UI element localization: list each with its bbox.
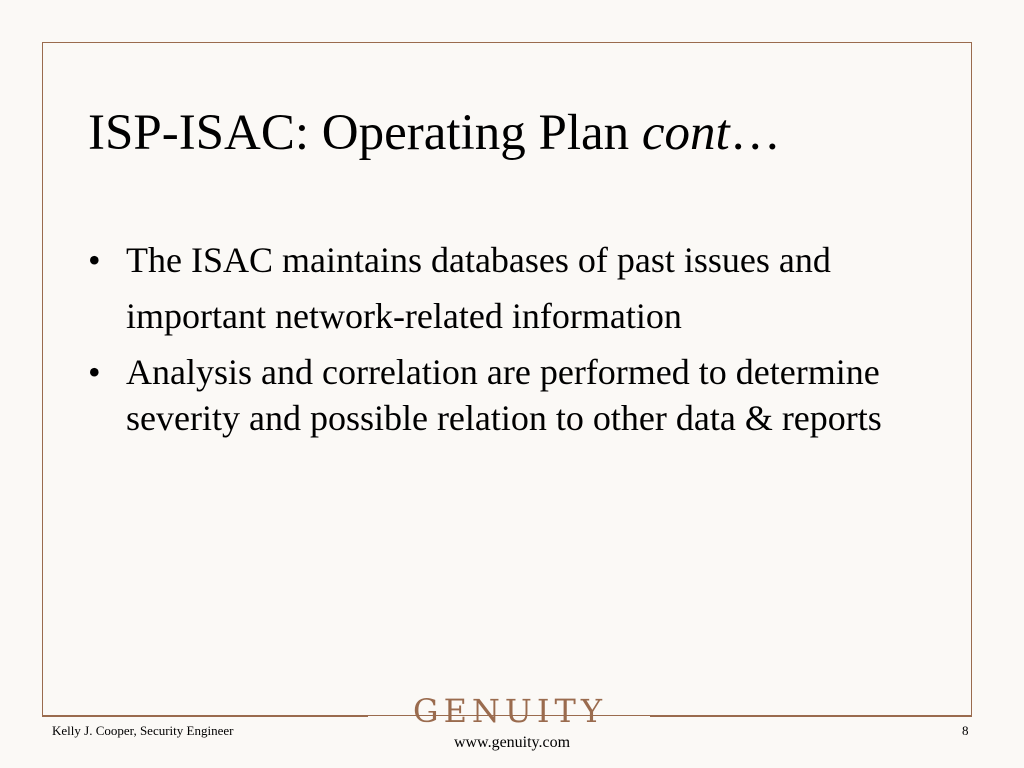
- bullet-text: The ISAC maintains databases of past issues and important network-related information: [126, 240, 831, 336]
- bullet-list: [88, 232, 928, 446]
- title-main: ISP-ISAC: Operating Plan: [88, 105, 642, 161]
- bullet-icon: •: [88, 352, 101, 392]
- genuity-logo: [390, 690, 630, 730]
- footer-divider-left: [42, 716, 368, 717]
- slide-title: [88, 103, 781, 163]
- footer-url: www.genuity.com: [453, 734, 571, 751]
- bullet-icon: •: [88, 240, 101, 280]
- bullet-item: [88, 349, 928, 441]
- footer-divider-right: [650, 716, 972, 717]
- bullet-text: Analysis and correlation are performed to determine severity and possible relation to other data & reports: [126, 352, 882, 438]
- page-number: 8: [962, 723, 969, 738]
- title-italic: cont: [641, 105, 730, 161]
- title-suffix: …: [729, 105, 781, 161]
- logo-wordmark: GENUITY: [413, 692, 607, 730]
- bullet-item: [88, 232, 928, 344]
- footer-author: Kelly J. Cooper, Security Engineer: [52, 723, 234, 738]
